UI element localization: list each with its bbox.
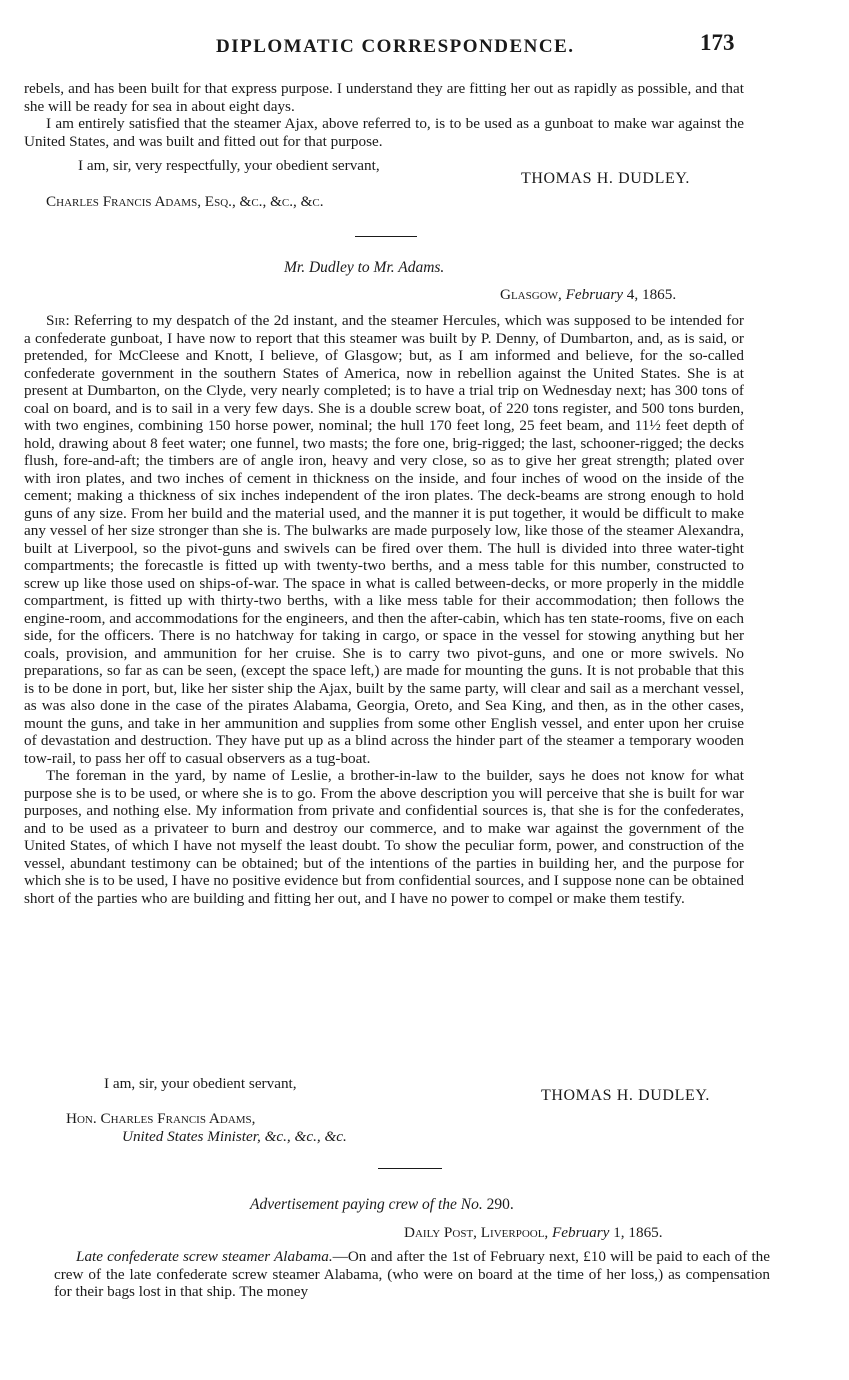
advert-heading-number: 290. xyxy=(486,1196,514,1213)
letter2-closing: I am, sir, your obedient servant, xyxy=(104,1075,297,1092)
letter1-continuation: rebels, and has been built for that express purpose. I understand they are fitting her out as rapidly as possible, and that she will be ready for sea in about eight days. xyxy=(24,80,744,115)
letter1-closing: I am, sir, very respectfully, your obedient servant, xyxy=(78,157,380,174)
letter2-date-place: Glasgow, xyxy=(500,286,562,303)
advert-heading xyxy=(250,1196,514,1214)
advert-date-place: Daily Post, Liverpool, xyxy=(404,1224,549,1241)
advert-lead: Late confederate screw steamer Alabama. xyxy=(76,1248,333,1265)
letter2-paragraph-2: The foreman in the yard, by name of Leslie, a brother-in-law to the builder, says he does not know for what purpose she is to be used, or where she is to go. From the above description you will perceive that she is built for war purposes, and nothing else. My information from private and confidential sources is, that she is for the confederates, and to be used as a privateer to burn and destroy our commerce, and to make war against the government of the United States, of which I have not myself the least doubt. To show the peculiar form, power, and construction of the vessel, abundant testimony can be obtained; but of the intentions of the parties in building her, and the purpose for which she is to be used, I have no positive evidence but from confidential sources, and I suppose none can be obtained short of the parties who are building and fitting her out, and I have no power to compel or make them testify. xyxy=(24,767,744,907)
letter2-date-rest: 4, 1865. xyxy=(626,286,677,303)
running-title: DIPLOMATIC CORRESPONDENCE. xyxy=(216,36,575,57)
letter2-paragraph-1-text: Referring to my despatch of the 2d instant, and the steamer Hercules, which was supposed to be intended for a confederate gunboat, I have now to report that this steamer was built by P. Denny, of Dumbarton, and, as is said, or pretended, for McCleese and Knott, I believe, of Glasgow; but, as I am informed and believe, for the so-called confederate government in the southern States of America, now in rebellion against the United States. She is at present at Dumbarton, on the Clyde, very nearly completed; is to have a trial trip on Wednesday next; has 300 tons of coal on board, and is to sail in a very few days. She is a double screw boat, of 220 tons register, and 500 tons burden, with two engines, combining 150 horse power, nominal; the hull 170 feet long, 25 feet beam, and 11½ feet depth of hold, drawing about 8 feet water; one funnel, two masts; the fore one, brig-rigged; the last, schooner-rigged; the decks flush, fore-and-aft; the timbers are of angle iron, heavy and very close, so as to give her great strength; plated over with iron plates, and two inches of cement in thickness on the inside, and four inches of wood on the inside of the cement; making a thickness of six inches independent of the iron plates. The deck-beams are strong enough to hold guns of any size. From her build and the material used, and the manner it is put together, it would be difficult to make any vessel of her size stronger than she is. The bulwarks are made purposely low, like those of the steamer Alexandra, built at Liverpool, so the pivot-guns and swivels can be fired over them. The hull is divided into three water-tight compartments; the forecastle is fitted up with twenty-two berths, and a mess table for this number, constructed to screw up like those used on ships-of-war. The space in what is called between-decks, or more properly in the middle compartment, is fitted up with thirty-two berths, with a like mess table for their accommodation; then follows the engine-room, and accommodations for the engineers, and then the after-cabin, which has ten state-rooms, five on each side, for the officers. There is no hatchway for taking in cargo, or space in the vessel for stowing anything but her coals, provision, and ammunition for her cruise. She is to carry two pivot-guns, and one or more swivels. No preparations, so far as can be seen, (except the space left,) are made for mounting the guns. It is not probable that this is to be done in port, but, like her sister ship the Ajax, built by the same party, will clear and sail as a merchant vessel, as was also done in the case of the pirates Alabama, Georgia, Oreto, and Sea King, and then, as in the other cases, mount the guns, and take in her ammunition and supplies from some other English vessel, and enter upon her cruise of devastation and destruction. They have put up as a blind across the hinder part of the steamer a temporary wooden tow-rail, to pass her off to casual observers as a tug-boat. xyxy=(24,312,744,767)
letter2-addressee-line2: United States Minister, &c., &c., &c. xyxy=(122,1128,347,1145)
letter1-body xyxy=(24,80,744,150)
letter1-paragraph: I am entirely satisfied that the steamer Ajax, above referred to, is to be used as a gunboat to make war against the United States, and was built and fitted out for that purpose. xyxy=(24,115,744,150)
letter2-paragraph-1 xyxy=(24,312,744,767)
advert-dateline xyxy=(404,1224,663,1242)
letter2-salutation: Sir: xyxy=(46,312,70,329)
advert-paragraph xyxy=(54,1248,770,1301)
advert-heading-text: Advertisement paying crew of the No. xyxy=(250,1196,483,1213)
section-divider xyxy=(355,236,417,237)
letter1-signature: THOMAS H. DUDLEY. xyxy=(521,170,691,187)
advert-date-month: February xyxy=(552,1224,610,1241)
page-header xyxy=(0,30,849,66)
advert-body xyxy=(54,1248,770,1301)
section-divider-2 xyxy=(378,1168,442,1169)
letter1-addressee: Charles Francis Adams, Esq., &c., &c., &c. xyxy=(46,193,324,210)
advert-text: —On and after the 1st of February next, £10 will be paid to each of the crew of the late confederate screw steamer Alabama, (who were on board at the time of her loss,) as compensation for their bags lost in that ship. The money xyxy=(54,1248,770,1300)
letter2-addressee-line1: Hon. Charles Francis Adams, xyxy=(66,1110,256,1127)
letter2-signature: THOMAS H. DUDLEY. xyxy=(541,1087,711,1104)
letter2-date-month: February xyxy=(565,286,623,303)
advert-date-rest: 1, 1865. xyxy=(613,1224,663,1241)
letter2-body xyxy=(24,312,744,907)
page-number: 173 xyxy=(700,30,735,55)
letter2-dateline xyxy=(500,286,676,304)
letter2-heading: Mr. Dudley to Mr. Adams. xyxy=(284,259,445,276)
